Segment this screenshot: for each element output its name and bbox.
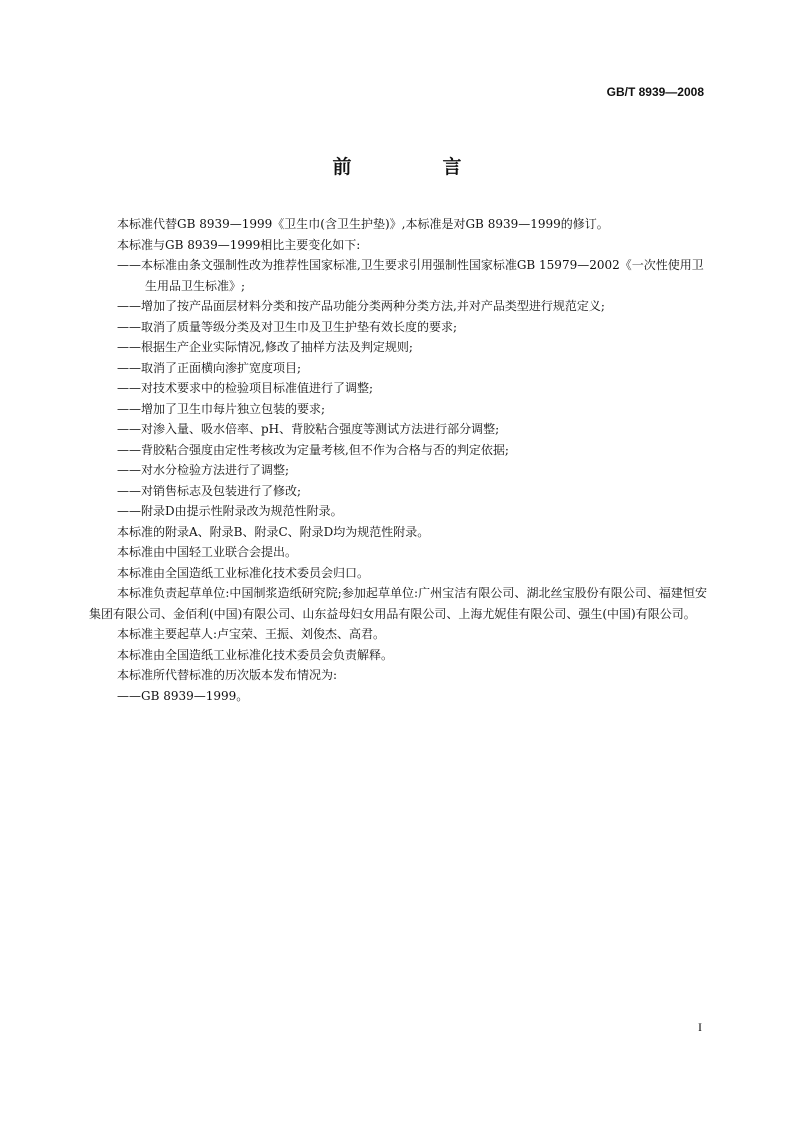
change-item: ——对水分检验方法进行了调整;	[117, 463, 290, 477]
change-item: ——对技术要求中的检验项目标准值进行了调整;	[117, 381, 374, 395]
paragraph-centralized: 本标准由全国造纸工业标准化技术委员会归口。	[117, 565, 370, 580]
standard-code: GB/T 8939—2008	[606, 85, 704, 99]
paragraph-interpretation: 本标准由全国造纸工业标准化技术委员会负责解释。	[117, 647, 394, 662]
change-item: ——根据生产企业实际情况,修改了抽样方法及判定规则;	[117, 340, 413, 354]
change-item: ——增加了卫生巾每片独立包装的要求;	[117, 401, 326, 416]
paragraph-history-intro: 本标准所代替标准的历次版本发布情况为:	[117, 668, 338, 682]
change-item: ——取消了质量等级分类及对卫生巾及卫生护垫有效长度的要求;	[117, 319, 458, 334]
paragraph-drafting-units: 本标准负责起草单位:中国制浆造纸研究院;参加起草单位:广州宝洁有限公司、湖北丝宝股份有限公司、福建恒安集团有限公司、金佰利(中国)有限公司、山东益母妇女用品有限公司、上海尤妮佳有限公司、强生(中国)有限公司。	[89, 586, 707, 621]
change-item: ——增加了按产品面层材料分类和按产品功能分类两种分类方法,并对产品类型进行规范定义;	[117, 299, 605, 313]
change-item: ——对渗入量、吸水倍率、pH、背胶粘合强度等测试方法进行部分调整;	[117, 422, 500, 436]
change-item: ——背胶粘合强度由定性考核改为定量考核,但不作为合格与否的判定依据;	[117, 442, 509, 457]
preface-body	[89, 214, 707, 706]
change-item: ——本标准由条文强制性改为推荐性国家标准,卫生要求引用强制性国家标准GB 15979—2002《一次性使用卫生用品卫生标准》;	[117, 258, 704, 293]
change-item: ——对销售标志及包装进行了修改;	[117, 483, 302, 498]
paragraph-replaces: 本标准代替GB 8939—1999《卫生巾(含卫生护垫)》,本标准是对GB 8939—1999的修订。	[117, 217, 609, 231]
paragraph-proposer: 本标准由中国轻工业联合会提出。	[117, 545, 298, 559]
page-number: I	[698, 1020, 702, 1034]
paragraph-appendices: 本标准的附录A、附录B、附录C、附录D均为规范性附录。	[117, 524, 430, 539]
paragraph-changes-intro: 本标准与GB 8939—1999相比主要变化如下:	[117, 237, 361, 252]
change-item: ——取消了正面横向渗扩宽度项目;	[117, 360, 302, 375]
change-item: ——附录D由提示性附录改为规范性附录。	[117, 504, 343, 518]
history-item: ——GB 8939—1999。	[117, 688, 249, 703]
page-title: 前 言	[332, 156, 498, 178]
paragraph-drafters: 本标准主要起草人:卢宝荣、王振、刘俊杰、高君。	[117, 627, 386, 641]
